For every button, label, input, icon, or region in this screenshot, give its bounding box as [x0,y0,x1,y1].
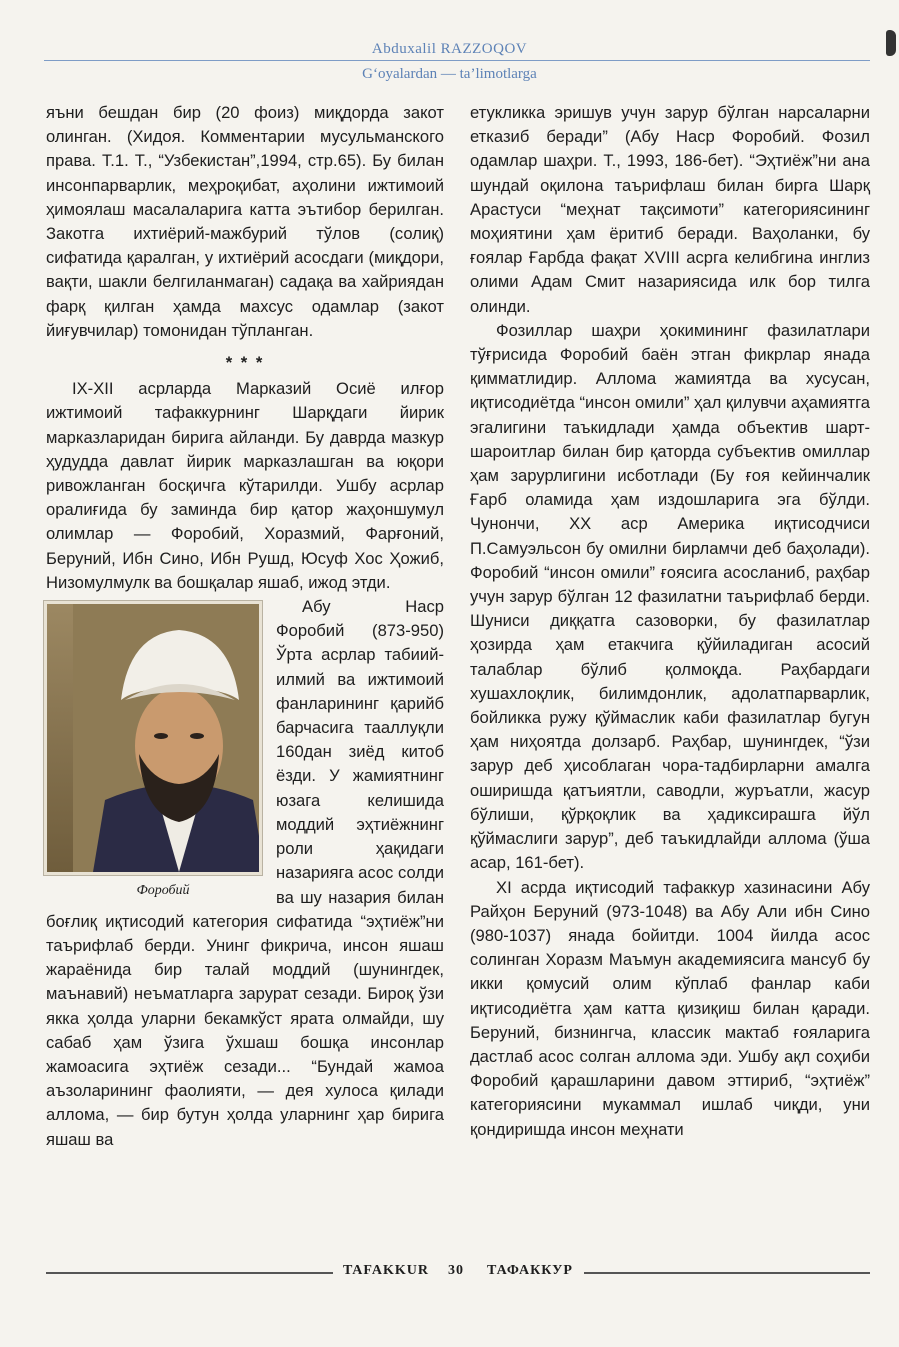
left-paragraph-3 [46,595,444,1152]
farobi-portrait-illustration [73,604,262,872]
header-subtitle: G‘oyalardan — ta’limotlarga [362,66,537,82]
footer-rule-left [46,1272,333,1274]
left-paragraph-1: яъни бешдан бир (20 фоиз) миқдорда закот олинган. (Хидоя. Комментарии мусульманского права. Т.1. Т., “Узбекистан”,1994, стр.65). Бу билан инсонпарварлик, меҳроқибат, аҳолини ижтимоий ҳимоялаш масалаларига катта эътибор берилган. Закотга ихтиёрий-мажбурий тўлов (солиқ) сифатида қаралган, у ихтиёрий асосдаги (миқдори, вақти, шакли белгиланмаган) садақа ва хайриядан фарқ қилган ҳамда махсус одамлар (закот йиғувчилар) томонидан тўпланган. [46,103,444,340]
footer-rule-right [584,1272,870,1274]
page-number: 30 [448,1263,464,1278]
left-paragraph-2: IX-XII асрларда Марказий Осиё илғор ижтимоий тафаккурнинг Шарқдаги йирик марказларидан бирига айланди. Бу даврда мазкур ҳудудда давлат йирик марказлашган ва юқори ривожланган босқичга кўтарилди. Ушбу асрлар оралиғида бу заминда бир қатор жаҳоншумул олимлар — Форобий, Хоразмий, Фарғоний, Беруний, Ибн Сино, Ибн Рушд, Юсуф Хос Ҳожиб, Низомулмулк ва бошқалар яшаб, ижод этди. [46,379,444,592]
right-paragraph-2: Фозиллар шаҳри ҳокимининг фазилатлари тўғрисида Форобий баён этган фикрлар янада қимматлидир. Аллома жамиятда ва хусусан, иқтисодиётда “инсон омили” ҳал қилувчи аҳамиятга эгалигини таъкидлади ҳамда объектив шарт-шароитлар билан бир қаторда субъектив омиллар ҳам зарурлигини исботлади (Бу ғоя кейинчалик Ғарб оламида ҳам издошларига эга бўлди. Чунончи, XX аср Америка иқтисодчиси П.Самуэльсон бу омилни бирламчи деб баҳолади). Форобий “инсон омили” ғоясига асосланиб, раҳбар учун зарур бўлган 12 фазилатни таърифлаб берди. Шуниси диққатга сазоворки, бу фазилатлар ҳозирда ҳам етакчига қўйиладиган асосий талаблар бўлиб қолмоқда. Раҳбардаги хушахлоқлик, билимдонлик, адолатпарварлик, бойликка ружу қўймаслик каби фазилатлар бугун ҳам ниҳоятда долзарб. Раҳбар, шунингдек, “ўзи зарур деб ҳисоблаган чора-тадбирларни амалга оширишда қатъиятли, саводли, журъатли, жасур бўлиши, қўрқоқлик ва ҳадиксирашга йўл қўймаслиги зарур”, деб таъкидлайди аллома (ўша асар, 161-бет). [470,320,870,873]
portrait-figure [44,601,262,899]
right-paragraph-3: XI асрда иқтисодий тафаккур хазинасини Абу Райҳон Беруний (973-1048) ва Абу Али ибн Сино (980-1037) янада бойитди. 1004 йилда асос солинган Хоразм Маъмун академиясига мансуб бу икки қомусий олим кўплаб фанлар каби иқтисодиётга ҳам катта қизиқиш билан қаради. Беруний, бизнингча, классик мактаб ғояларига дастлаб асос солган аллома эди. Ушбу ақл соҳиби Форобий қарашларини давом эттириб, “эҳтиёж” категориясини мукаммал ишлаб чиқди, уни қондиришда инсон меҳнати [470,877,870,1139]
header-rule [44,60,870,61]
left-column [46,101,444,1152]
page-footer [0,1263,899,1283]
section-separator: * * * [225,353,265,373]
left-paragraph-3-text: Абу Наср Форобий (873-950) Ўрта асрлар табиий-илмий ва ижтимоий фанларининг қарийб барчасига тааллуқли 160дан зиёд китоб ёзди. У жамиятнинг юзага келишида моддий эҳтиёжнинг роли ҳақидаги назарияга асос солди ва шу назария билан боғлиқ иқтисодий категория сифатида “эҳтиёж”ни таърифлаб берди. Унинг фикрича, инсон яшаш жараёнида бир талай моддий (шунингдек, маънавий) неъматларга зарурат сезади. Бироқ ўзи якка ҳолда уларни бекамкўст ярата олмайди, шу сабаб ҳам ўзига ўхшаш бошқа инсонлар жамоасига эҳтиёж сезади... “Бундай жамоа аъзоларининг фаолияти, — дея хулоса қилади аллома, — бир бутун ҳолда уларнинг ҳар бирига яшаш ва [46,597,444,1149]
right-column [470,101,870,1142]
right-paragraph-1: етукликка эришув учун зарур бўлган нарсаларни етказиб беради” (Абу Наср Форобий. Фозил одамлар шаҳри. Т., 1993, 186-бет). “Эҳтиёж”ни ана шундай оқилона таърифлаш билан бирга Шарқ Арастуси “меҳнат тақсимоти” категориясининг моҳиятини ҳам ёритиб беради. Ваҳоланки, бу ғоялар Ғарбда фақат XVIII асрга келибгина инглиз олими Адам Смит назариясида илк бор тилга олинди. [470,103,870,316]
header-author: Abduxalil RAZZOQOV [371,41,528,57]
portrait-image [44,601,262,875]
portrait-caption: Форобий [136,883,190,899]
footer-label-right: ТАФАККУР [487,1263,573,1278]
running-header [0,40,899,84]
footer-label-left: TAFAKKUR [343,1263,430,1278]
